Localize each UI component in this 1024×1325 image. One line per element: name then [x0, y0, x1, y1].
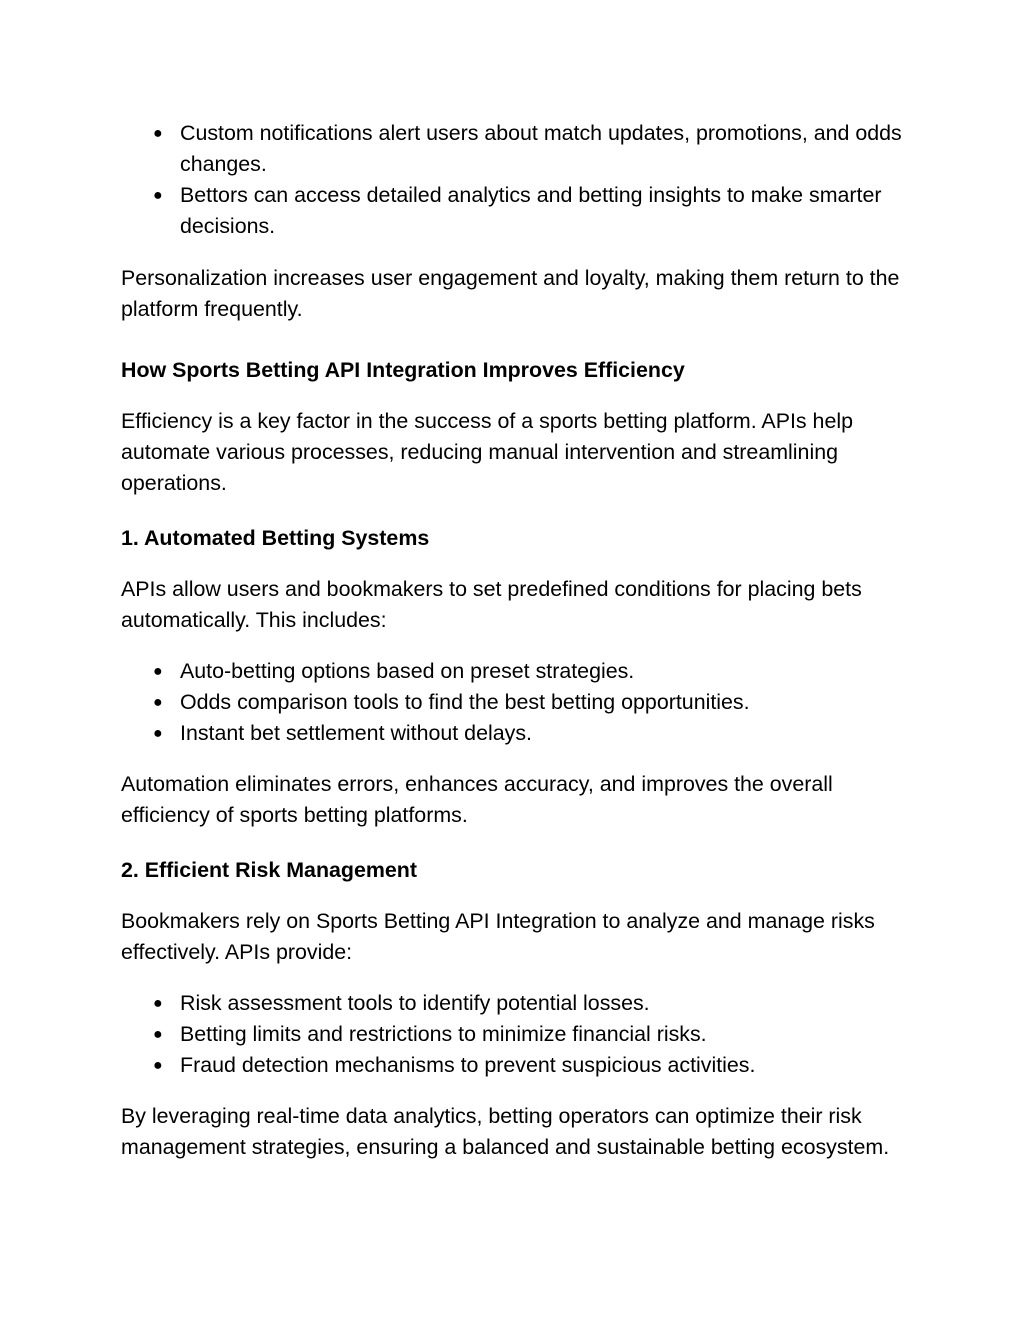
bullet-icon: ●	[153, 995, 163, 1012]
document-page	[121, 118, 911, 1163]
bullet-list-automated	[121, 656, 911, 749]
section-heading-risk: 2. Efficient Risk Management	[121, 858, 417, 882]
closing-paragraph: By leveraging real-time data analytics, betting operators can optimize their risk management strategies, ensuring a balanced and sustainable betting ecosystem.	[121, 1104, 890, 1159]
list-item	[121, 687, 911, 718]
list-item	[121, 1019, 911, 1050]
automated-paragraph: APIs allow users and bookmakers to set predefined conditions for placing bets automatically. This includes:	[121, 577, 862, 632]
personalization-paragraph: Personalization increases user engagement and loyalty, making them return to the platform frequently.	[121, 266, 900, 321]
list-item-text: Custom notifications alert users about match updates, promotions, and odds changes.	[180, 121, 902, 176]
bullet-icon: ●	[153, 694, 163, 711]
list-item	[121, 1050, 911, 1081]
list-item-text: Auto-betting options based on preset strategies.	[180, 659, 635, 683]
list-item-text: Risk assessment tools to identify potential losses.	[180, 991, 650, 1015]
bullet-icon: ●	[153, 663, 163, 680]
bullet-icon: ●	[153, 725, 163, 742]
list-item-text: Fraud detection mechanisms to prevent suspicious activities.	[180, 1053, 756, 1077]
list-item-text: Bettors can access detailed analytics and betting insights to make smarter decisions.	[180, 183, 882, 238]
section-heading-automated: 1. Automated Betting Systems	[121, 526, 430, 550]
risk-paragraph: Bookmakers rely on Sports Betting API Integration to analyze and manage risks effectively. APIs provide:	[121, 909, 875, 964]
list-item-text: Betting limits and restrictions to minimize financial risks.	[180, 1022, 707, 1046]
bullet-icon: ●	[153, 1026, 163, 1043]
bullet-icon: ●	[153, 1057, 163, 1074]
list-item	[121, 988, 911, 1019]
efficiency-paragraph: Efficiency is a key factor in the success of a sports betting platform. APIs help automate various processes, reducing manual intervention and streamlining operations.	[121, 409, 853, 495]
list-item	[121, 718, 911, 749]
list-item-text: Instant bet settlement without delays.	[180, 721, 532, 745]
bullet-list-risk	[121, 988, 911, 1081]
list-item	[121, 118, 911, 180]
bullet-list-intro	[121, 118, 911, 242]
list-item-text: Odds comparison tools to find the best betting opportunities.	[180, 690, 750, 714]
list-item	[121, 656, 911, 687]
automation-paragraph: Automation eliminates errors, enhances accuracy, and improves the overall efficiency of sports betting platforms.	[121, 772, 833, 827]
bullet-icon: ●	[153, 187, 163, 204]
list-item	[121, 180, 911, 242]
bullet-icon: ●	[153, 125, 163, 142]
section-heading-efficiency: How Sports Betting API Integration Improves Efficiency	[121, 358, 685, 382]
